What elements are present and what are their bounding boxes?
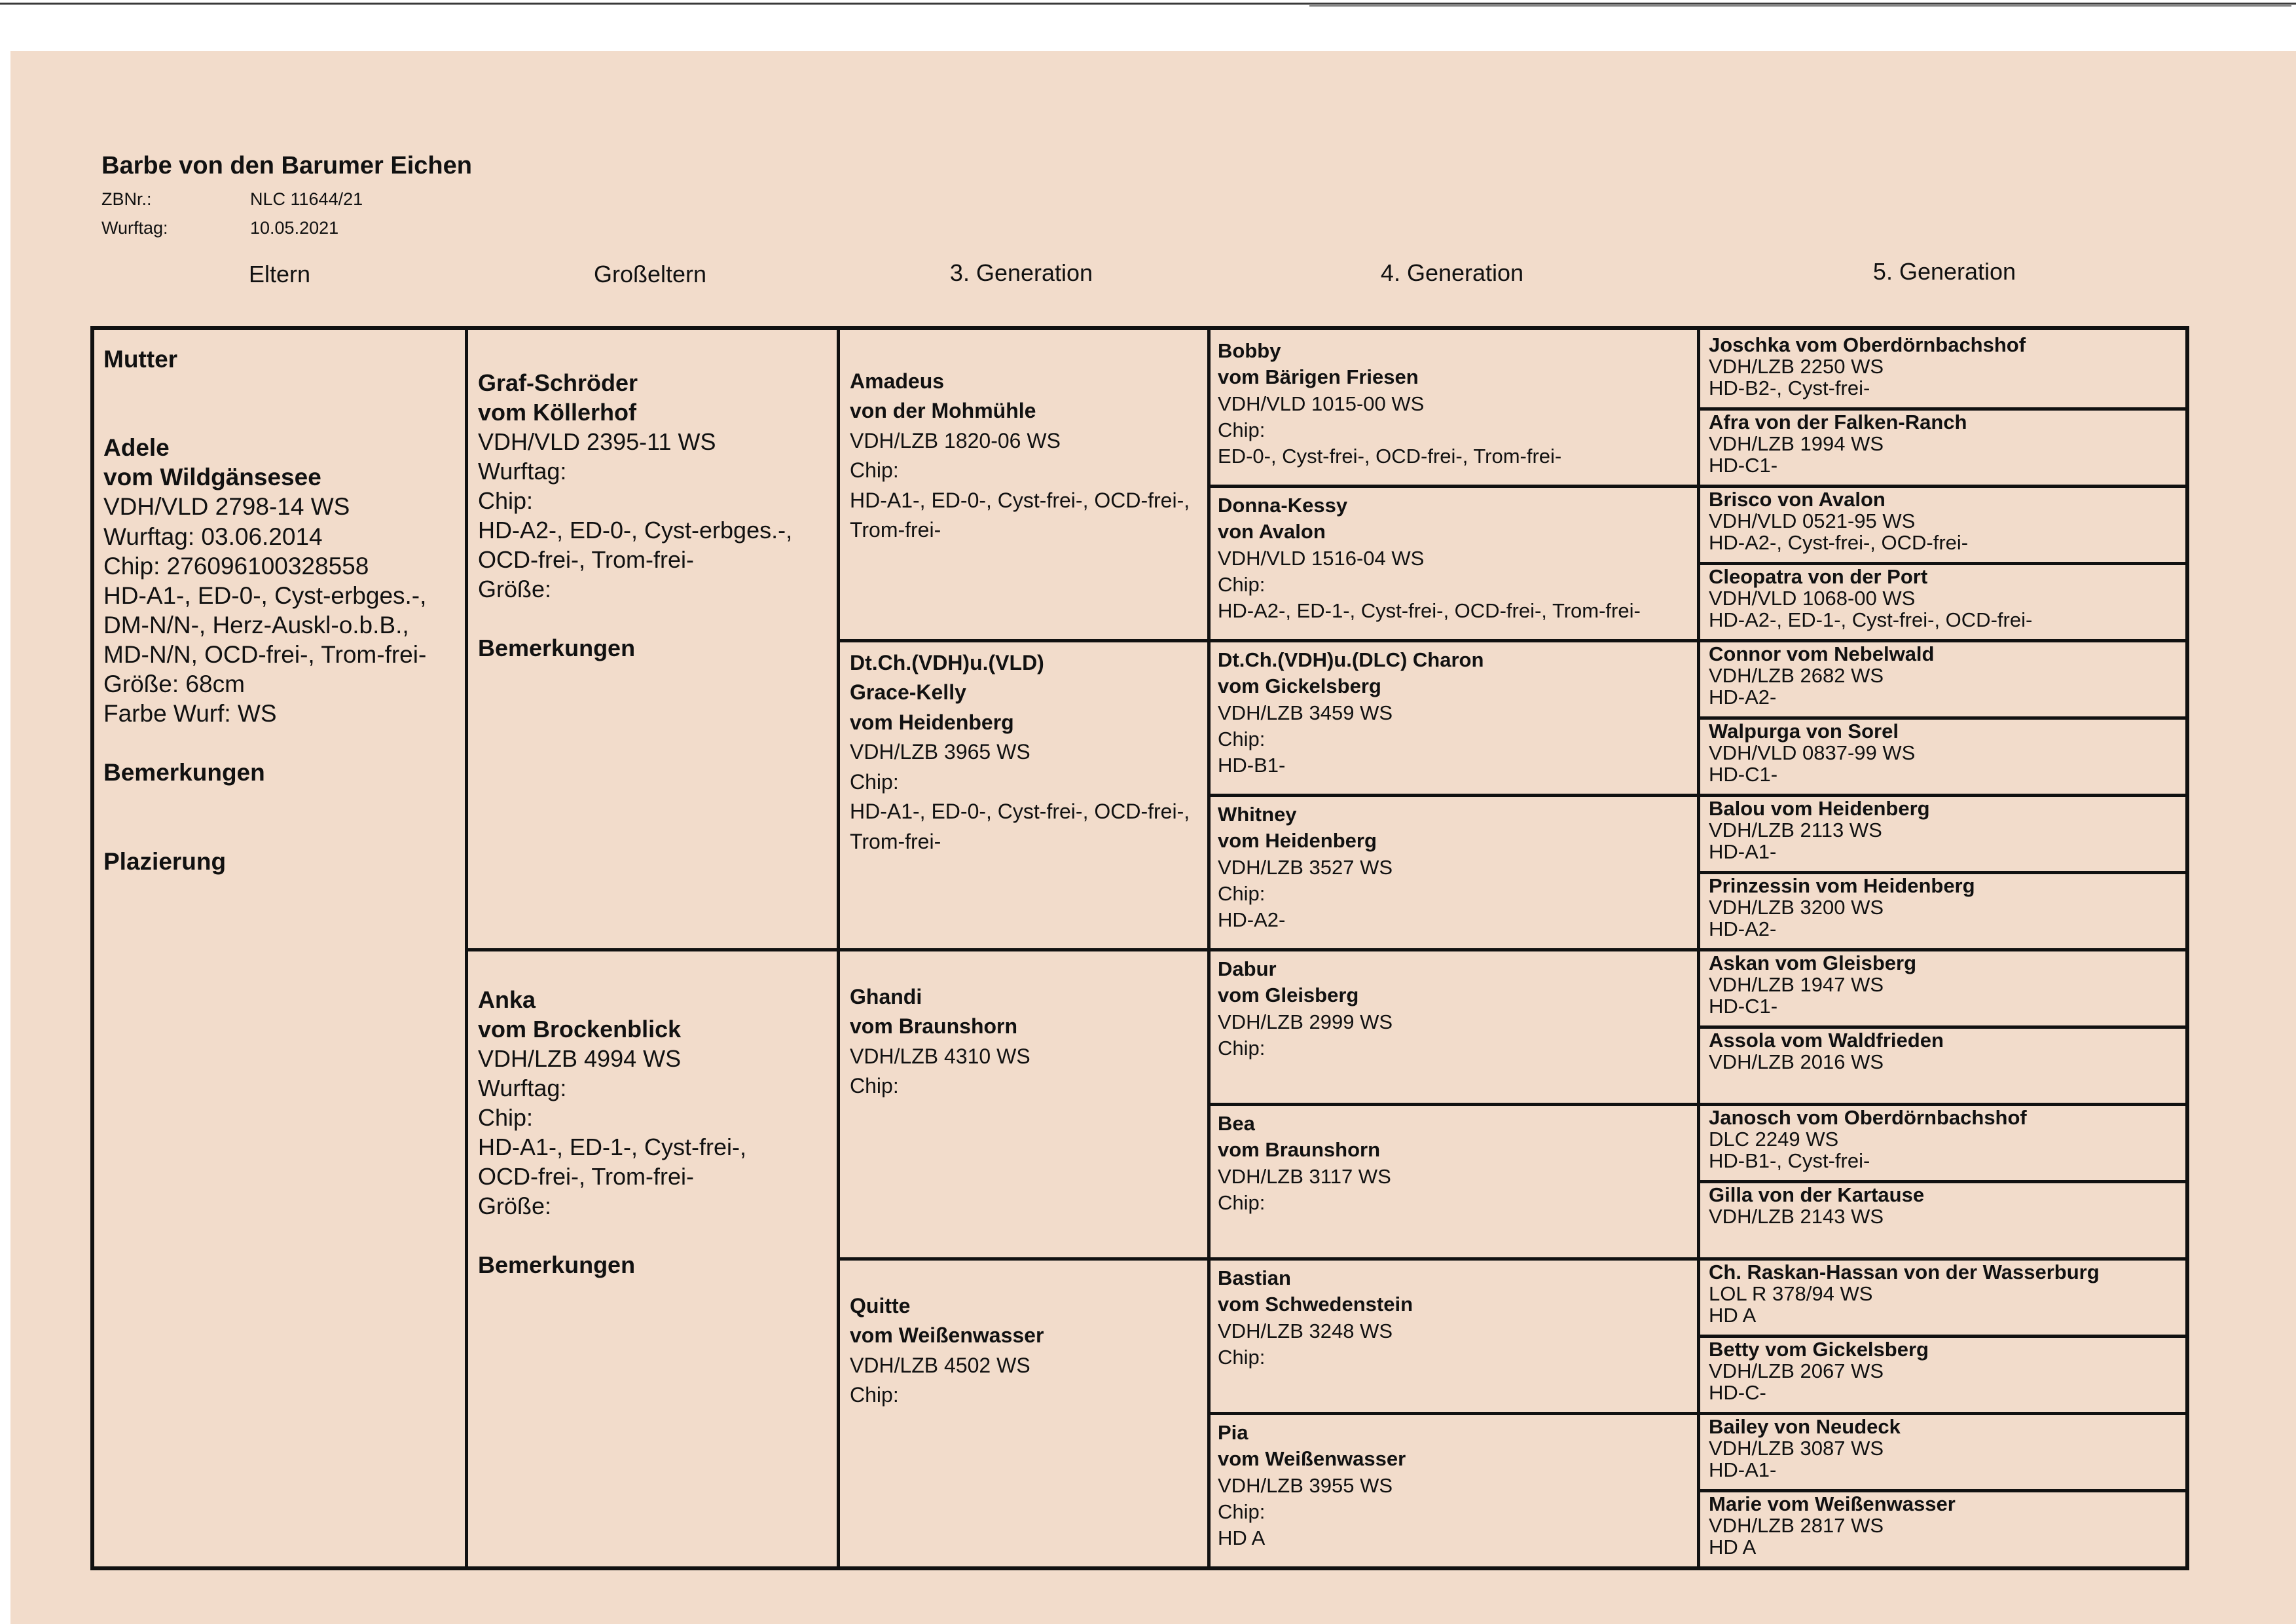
dog-name: Grace-Kelly (850, 680, 966, 705)
row-divider (1207, 485, 2189, 488)
row-divider (837, 639, 2189, 642)
dog-name: Gilla von der Kartause (1709, 1183, 1925, 1206)
dog-info-line: HD A (1709, 1304, 1757, 1327)
dog-name: Cleopatra von der Port (1709, 565, 1928, 588)
dog-kennel-name: vom Wildgänsesee (103, 464, 321, 491)
dog-info-line: HD-C1- (1709, 995, 1778, 1018)
dog-info-line: Chip: (1218, 727, 1266, 750)
dog-info-line: HD-A2-, ED-0-, Cyst-erbges.-, (478, 517, 793, 544)
dog-info-line: VDH/VLD 1516-04 WS (1218, 546, 1425, 570)
wurftag-value: 10.05.2021 (250, 218, 339, 238)
dog-info-line: VDH/LZB 3965 WS (850, 740, 1030, 764)
dog-info-line: DLC 2249 WS (1709, 1128, 1839, 1151)
dog-info-line: OCD-frei-, Trom-frei- (478, 546, 694, 573)
dog-kennel-name: vom Bärigen Friesen (1218, 365, 1419, 389)
dog-kennel-name: vom Heidenberg (1218, 829, 1377, 853)
plazierung-label: Plazierung (103, 847, 227, 875)
generation-3-cell (850, 982, 1203, 1101)
generation-5-cell (1709, 1107, 2187, 1172)
column-header-generation-4: 4. Generation (1380, 259, 1524, 286)
row-divider (1207, 794, 2189, 797)
dog-name: Dabur (1218, 957, 1277, 980)
dog-name: Marie vom Weißenwasser (1709, 1492, 1956, 1515)
column-header-eltern: Eltern (248, 261, 311, 287)
dog-info-line: VDH/LZB 2113 WS (1709, 819, 1882, 842)
dog-info-line: HD-A1- (1709, 840, 1777, 864)
dog-info-line: VDH/LZB 3527 WS (1218, 855, 1393, 879)
dog-info-line: Chip: (850, 1383, 899, 1407)
dog-info-line: HD-C1- (1709, 454, 1778, 477)
dog-info-line: Chip: 276096100328558 (103, 552, 369, 580)
dog-info-line: VDH/LZB 1820-06 WS (850, 428, 1061, 452)
grandparent-cell (478, 985, 831, 1280)
generation-5-cell (1709, 1029, 2187, 1073)
dog-name: Ghandi (850, 985, 922, 1008)
dog-info-line: VDH/VLD 1068-00 WS (1709, 587, 1916, 610)
dog-info-line: Chip: (1218, 1036, 1266, 1060)
dog-name: Bea (1218, 1112, 1255, 1135)
generation-3-cell (850, 648, 1203, 857)
bemerkungen-label: Bemerkungen (103, 759, 265, 786)
dog-info-line: VDH/LZB 4310 WS (850, 1044, 1030, 1068)
dog-name: Janosch vom Oberdörnbachshof (1709, 1106, 2027, 1129)
dog-name: Balou vom Heidenberg (1709, 797, 1930, 820)
wurftag-label: Wurftag: (101, 218, 168, 238)
dog-info-line: Trom-frei- (850, 518, 941, 542)
dog-kennel-name: vom Heidenberg (850, 710, 1014, 734)
dog-info-line: Wurftag: (478, 458, 567, 485)
dog-info-line: HD-A2-, ED-1-, Cyst-frei-, OCD-frei-, Trom-frei- (1218, 599, 1641, 623)
generation-4-cell (1218, 802, 1696, 933)
generation-4-cell (1218, 492, 1696, 624)
dog-info-line: VDH/LZB 3087 WS (1709, 1437, 1884, 1460)
dog-name: Dt.Ch.(VDH)u.(DLC) Charon (1218, 648, 1484, 671)
column-header-grosseltern: Großeltern (593, 261, 707, 287)
dog-info-line: VDH/LZB 3248 WS (1218, 1319, 1393, 1342)
dog-name: Adele (103, 434, 170, 462)
dog-info-line: HD-C1- (1709, 763, 1778, 786)
dog-info-line: HD A (1218, 1526, 1266, 1550)
dog-info-line: Größe: (478, 1192, 552, 1219)
dog-info-line: VDH/LZB 2016 WS (1709, 1050, 1884, 1074)
dog-name: Assola vom Waldfrieden (1709, 1029, 1944, 1052)
dog-kennel-name: vom Gickelsberg (1218, 674, 1381, 698)
dog-info-line: VDH/VLD 1015-00 WS (1218, 392, 1425, 415)
generation-5-cell (1709, 798, 2187, 862)
dog-info-line: Chip: (850, 458, 899, 483)
dog-info-line: HD-B1-, Cyst-frei- (1709, 1149, 1870, 1173)
column-header-generation-5: 5. Generation (1872, 258, 2016, 285)
dog-info-line: VDH/VLD 0521-95 WS (1709, 509, 1916, 533)
dog-info-line: Chip: (850, 1074, 899, 1098)
dog-info-line: HD-A2-, ED-1-, Cyst-frei-, OCD-frei- (1709, 608, 2033, 632)
dog-info-line: VDH/LZB 1947 WS (1709, 973, 1884, 997)
dog-info-line: HD-B2-, Cyst-frei- (1709, 377, 1870, 400)
dog-info-line: VDH/LZB 2682 WS (1709, 664, 1884, 688)
scan-edge-line-2 (1309, 5, 2291, 7)
dog-kennel-name: vom Braunshorn (1218, 1138, 1381, 1162)
dog-info-line: Trom-frei- (850, 829, 941, 853)
dog-info-line: HD-A1-, ED-0-, Cyst-erbges.-, (103, 581, 427, 609)
document-title: Barbe von den Barumer Eichen (101, 152, 472, 179)
dog-kennel-name: vom Braunshorn (850, 1014, 1018, 1039)
dog-info-line: DM-N/N-, Herz-Auskl-o.b.B., (103, 611, 409, 638)
generation-4-cell (1218, 1111, 1696, 1216)
dog-name: Amadeus (850, 369, 945, 393)
row-divider (465, 948, 2189, 951)
dog-info-line: HD-A2- (1709, 686, 1777, 709)
dog-info-line: Chip: (478, 487, 534, 514)
generation-5-cell (1709, 489, 2187, 553)
dog-name: Joschka vom Oberdörnbachshof (1709, 333, 2026, 356)
dog-info-line: Größe: 68cm (103, 671, 245, 698)
zbnr-value: NLC 11644/21 (250, 189, 363, 209)
dog-info-line: Wurftag: 03.06.2014 (103, 523, 323, 550)
generation-5-cell (1709, 875, 2187, 940)
generation-5-cell (1709, 1184, 2187, 1227)
dog-info-line: Chip: (478, 1104, 534, 1131)
row-divider (1207, 1412, 2189, 1415)
dog-info-line: Chip: (1218, 881, 1266, 905)
dog-name: Bailey von Neudeck (1709, 1415, 1901, 1438)
generation-4-cell (1218, 1420, 1696, 1551)
mutter-heading: Mutter (103, 346, 178, 373)
dog-info-line: VDH/VLD 2395-11 WS (478, 428, 716, 455)
dog-info-line: VDH/VLD 2798-14 WS (103, 493, 350, 521)
dog-info-line: VDH/LZB 2143 WS (1709, 1205, 1884, 1228)
dog-info-line: Chip: (1218, 572, 1266, 596)
dog-info-line: HD-A2- (1709, 917, 1777, 941)
dog-kennel-name: vom Gleisberg (1218, 984, 1359, 1007)
dog-info-line: VDH/LZB 1994 WS (1709, 432, 1884, 456)
dog-kennel-name: vom Köllerhof (478, 399, 637, 426)
generation-5-cell (1709, 643, 2187, 708)
dog-info-line: VDH/LZB 2817 WS (1709, 1514, 1884, 1538)
dog-kennel-name: vom Schwedenstein (1218, 1293, 1413, 1316)
dog-info-line: HD-A1- (1709, 1458, 1777, 1482)
dog-info-line: VDH/VLD 0837-99 WS (1709, 741, 1916, 765)
dog-info-line: Größe: (478, 576, 552, 602)
dog-name: Bobby (1218, 339, 1281, 362)
dog-info-line: VDH/LZB 3459 WS (1218, 701, 1393, 724)
dog-info-line: Chip: (1218, 1190, 1266, 1214)
dog-name: Anka (478, 986, 536, 1013)
dog-kennel-name: vom Weißenwasser (850, 1323, 1044, 1348)
dog-info-line: VDH/LZB 3200 WS (1709, 896, 1884, 919)
dog-info-line: OCD-frei-, Trom-frei- (478, 1163, 694, 1190)
dog-info-line: LOL R 378/94 WS (1709, 1282, 1873, 1306)
dog-kennel-name: von der Mohmühle (850, 399, 1036, 423)
dog-title: Dt.Ch.(VDH)u.(VLD) (850, 651, 1044, 674)
dog-name: Pia (1218, 1421, 1248, 1444)
dog-name: Betty vom Gickelsberg (1709, 1338, 1929, 1361)
dog-kennel-name: von Avalon (1218, 520, 1326, 544)
dog-info-line: VDH/LZB 4502 WS (850, 1353, 1030, 1377)
generation-5-cell (1709, 720, 2187, 785)
dog-name: Brisco von Avalon (1709, 488, 1886, 511)
dog-info-line: VDH/LZB 2999 WS (1218, 1010, 1393, 1033)
generation-5-cell (1709, 334, 2187, 399)
dog-info-line: HD-A1-, ED-0-, Cyst-frei-, OCD-frei-, (850, 488, 1190, 512)
generation-5-cell (1709, 1261, 2187, 1326)
dog-kennel-name: vom Weißenwasser (1218, 1447, 1406, 1471)
dog-info-line: Chip: (850, 769, 899, 794)
dog-info-line: Chip: (1218, 1500, 1266, 1523)
pedigree-table (90, 326, 2189, 1570)
dog-info-line: HD-A2-, Cyst-frei-, OCD-frei- (1709, 531, 1969, 555)
bemerkungen-label: Bemerkungen (478, 1251, 636, 1278)
dog-name: Prinzessin vom Heidenberg (1709, 874, 1975, 897)
parent-cell-mutter (103, 344, 457, 876)
generation-5-cell (1709, 411, 2187, 476)
dog-info-line: HD-A1-, ED-0-, Cyst-frei-, OCD-frei-, (850, 800, 1190, 824)
dog-name: Bastian (1218, 1266, 1291, 1289)
dog-info-line: VDH/LZB 2067 WS (1709, 1359, 1884, 1383)
dog-info-line: MD-N/N, OCD-frei-, Trom-frei- (103, 641, 427, 668)
dog-info-line: ED-0-, Cyst-frei-, OCD-frei-, Trom-frei- (1218, 445, 1562, 468)
dog-info-line: VDH/LZB 4994 WS (478, 1045, 682, 1072)
generation-5-cell (1709, 952, 2187, 1017)
dog-name: Graf-Schröder (478, 369, 638, 396)
generation-5-cell (1709, 1493, 2187, 1558)
dog-name: Walpurga von Sorel (1709, 720, 1899, 743)
dog-info-line: HD-A2- (1218, 908, 1286, 932)
row-divider (1207, 1103, 2189, 1106)
dog-name: Donna-Kessy (1218, 494, 1348, 517)
scan-edge-line (0, 3, 2296, 5)
dog-name: Ch. Raskan-Hassan von der Wasserburg (1709, 1261, 2100, 1283)
generation-5-cell (1709, 566, 2187, 631)
dog-info-line: VDH/LZB 3117 WS (1218, 1164, 1391, 1188)
dog-name: Askan vom Gleisberg (1709, 951, 1917, 974)
dog-info-line: HD-C- (1709, 1381, 1766, 1405)
dog-info-line: VDH/LZB 2250 WS (1709, 355, 1884, 378)
dog-info-line: HD-B1- (1218, 754, 1286, 777)
bemerkungen-label: Bemerkungen (478, 635, 636, 661)
dog-info-line: HD-A1-, ED-1-, Cyst-frei-, (478, 1134, 747, 1160)
generation-4-cell (1218, 647, 1696, 779)
dog-info-line: HD A (1709, 1536, 1757, 1559)
zbnr-label: ZBNr.: (101, 189, 152, 209)
dog-info-line: Farbe Wurf: WS (103, 700, 277, 728)
generation-4-cell (1218, 956, 1696, 1061)
dog-info-line: Chip: (1218, 418, 1266, 441)
generation-5-cell (1709, 1338, 2187, 1403)
generation-3-cell (850, 367, 1203, 545)
dog-name: Connor vom Nebelwald (1709, 642, 1935, 665)
generation-4-cell (1218, 1265, 1696, 1371)
generation-5-cell (1709, 1416, 2187, 1481)
dog-info-line: Chip: (1218, 1345, 1266, 1369)
dog-name: Whitney (1218, 803, 1297, 826)
generation-3-cell (850, 1291, 1203, 1411)
column-header-generation-3: 3. Generation (949, 259, 1093, 286)
dog-info-line: VDH/LZB 3955 WS (1218, 1473, 1393, 1497)
dog-kennel-name: vom Brockenblick (478, 1016, 682, 1043)
grandparent-cell (478, 368, 831, 663)
dog-name: Quitte (850, 1294, 911, 1318)
generation-4-cell (1218, 338, 1696, 470)
dog-info-line: Wurftag: (478, 1075, 567, 1101)
dog-name: Afra von der Falken-Ranch (1709, 411, 1967, 434)
